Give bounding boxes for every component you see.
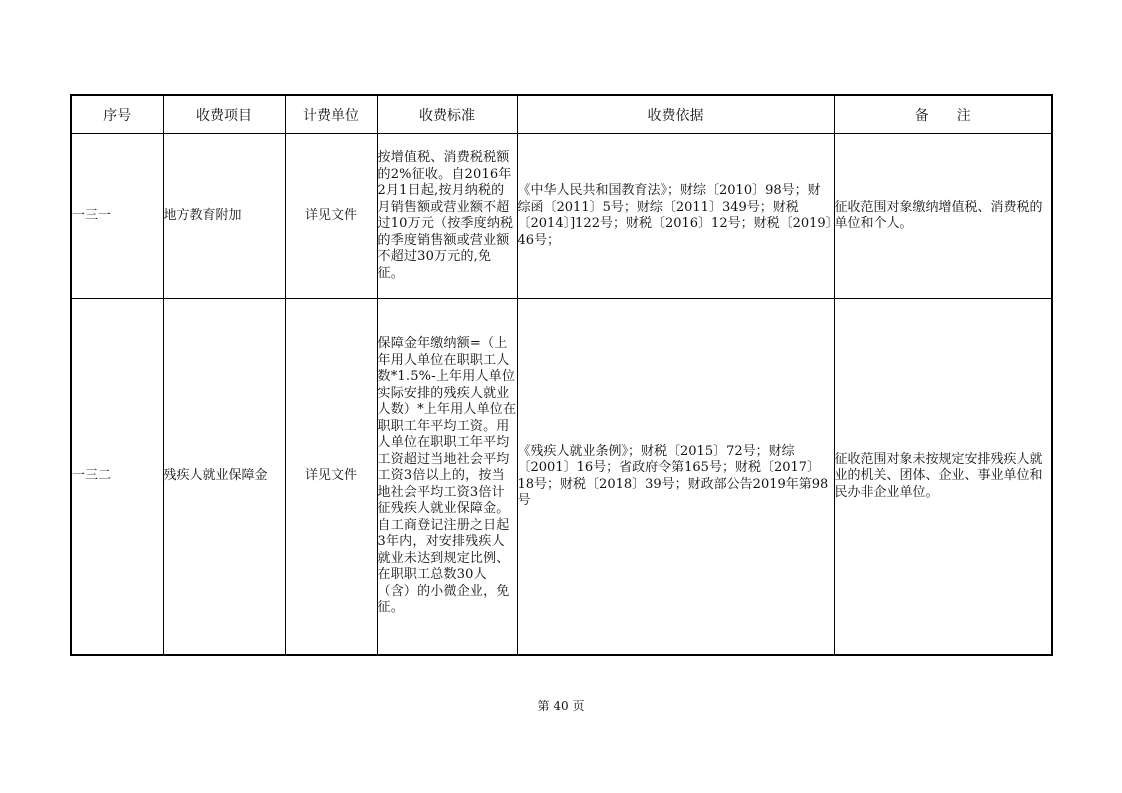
header-basis: 收费依据 — [517, 95, 834, 134]
header-unit: 计费单位 — [285, 95, 377, 134]
header-standard: 收费标准 — [377, 95, 517, 134]
cell-seq: 一三一 — [71, 134, 163, 299]
header-note: 备 注 — [834, 95, 1052, 134]
page-number: 第 40 页 — [537, 699, 585, 713]
cell-basis: 《中华人民共和国教育法》；财综〔2010〕98号；财综函〔2011〕5号；财综〔2011〕349号；财税〔2014〕]122号；财税〔2016〕12号；财税〔2019〕46号； — [517, 134, 834, 299]
table-row — [71, 299, 1052, 656]
cell-note: 征收范围对象未按规定安排残疾人就业的机关、团体、企业、事业单位和民办非企业单位。 — [834, 299, 1052, 656]
cell-standard: 按增值税、消费税税额的2%征收。自2016年2月1日起,按月纳税的月销售额或营业额不超过10万元（按季度纳税的季度销售额或营业额不超过30万元的,免征。 — [377, 134, 517, 299]
table-header-row — [71, 95, 1052, 134]
cell-note: 征收范围对象缴纳增值税、消费税的单位和个人。 — [834, 134, 1052, 299]
cell-item: 地方教育附加 — [163, 134, 285, 299]
header-item: 收费项目 — [163, 95, 285, 134]
cell-basis: 《残疾人就业条例》；财税〔2015〕72号；财综〔2001〕16号；省政府令第165号；财税〔2017〕18号；财税〔2018〕39号；财政部公告2019年第98号 — [517, 299, 834, 656]
table-row — [71, 134, 1052, 299]
header-seq: 序号 — [71, 95, 163, 134]
cell-standard: 保障金年缴纳额=（上年用人单位在职职工人数*1.5%-上年用人单位实际安排的残疾人就业人数）*上年用人单位在职职工年平均工资。用人单位在职职工年平均工资超过当地社会平均工资3倍以上的，按当地社会平均工资3倍计征残疾人就业保障金。自工商登记注册之日起3年内，对安排残疾人就业未达到规定比例、在职职工总数30人（含）的小微企业，免征。 — [377, 299, 517, 656]
cell-unit: 详见文件 — [285, 134, 377, 299]
cell-seq: 一三二 — [71, 299, 163, 656]
cell-item: 残疾人就业保障金 — [163, 299, 285, 656]
cell-unit: 详见文件 — [285, 299, 377, 656]
fee-table — [70, 94, 1053, 656]
